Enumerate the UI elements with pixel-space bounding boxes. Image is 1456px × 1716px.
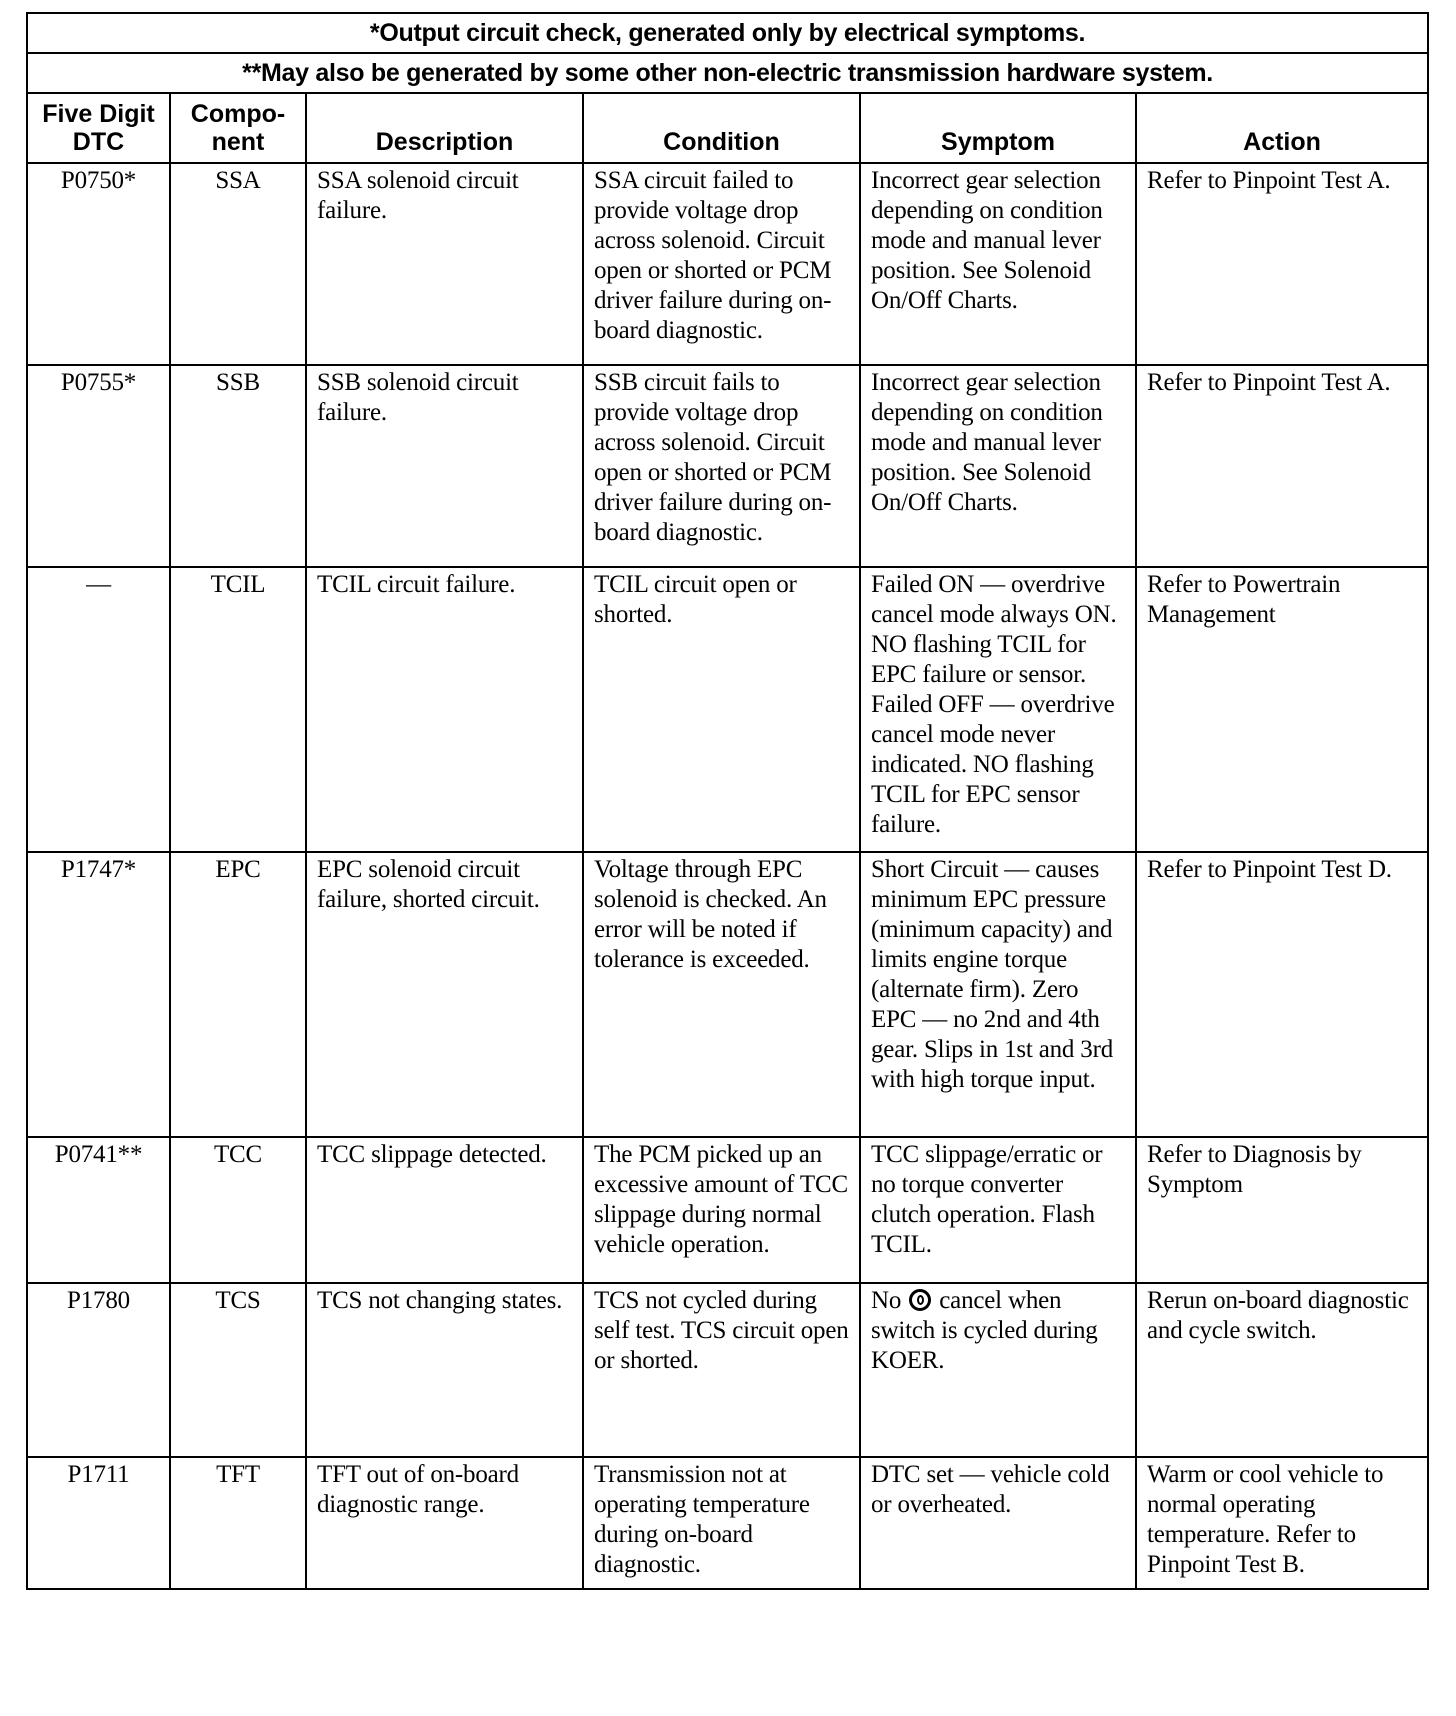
component: TFT [170, 1457, 306, 1589]
condition: Transmission not at operating temperature during on-board diagnostic. [583, 1457, 860, 1589]
table-row [27, 365, 1428, 567]
table-row [27, 567, 1428, 852]
symptom: DTC set — vehicle cold or overheated. [860, 1457, 1136, 1589]
description: SSA solenoid circuit failure. [306, 163, 583, 365]
component: EPC [170, 852, 306, 1137]
description: TCIL circuit failure. [306, 567, 583, 852]
description: TFT out of on-board diagnostic range. [306, 1457, 583, 1589]
description: TCC slippage detected. [306, 1137, 583, 1283]
symptom: Failed ON — overdrive cancel mode always ON. NO flashing TCIL for EPC failure or sensor. Failed OFF — overdrive cancel mode never indicated. NO flashing TCIL for EPC sensor failure. [860, 567, 1136, 852]
table-row [27, 163, 1428, 365]
symptom: TCC slippage/erratic or no torque converter clutch operation. Flash TCIL. [860, 1137, 1136, 1283]
dtc-code: P1711 [27, 1457, 170, 1589]
col-header-action: Action [1136, 93, 1428, 163]
dtc-table [26, 12, 1429, 1590]
symptom-text-after: cancel when switch is cycled during KOER. [871, 1287, 1098, 1374]
condition: SSA circuit failed to provide voltage drop across solenoid. Circuit open or shorted or PCM driver failure during on-board diagnostic. [583, 163, 860, 365]
dtc-code: P1747* [27, 852, 170, 1137]
dtc-code: — [27, 567, 170, 852]
component: TCIL [170, 567, 306, 852]
dtc-code: P1780 [27, 1283, 170, 1457]
symptom-text-before: No [871, 1287, 902, 1314]
overdrive-cancel-icon [909, 1289, 931, 1311]
note-row-non-electric [27, 53, 1428, 93]
action: Rerun on-board diagnostic and cycle switch. [1136, 1283, 1428, 1457]
col-header-dtc: Five Digit DTC [27, 93, 170, 163]
col-header-description: Description [306, 93, 583, 163]
component: TCS [170, 1283, 306, 1457]
dtc-chart [26, 12, 1427, 1590]
note-non-electric: **May also be generated by some other non-electric transmission hardware system. [27, 53, 1428, 93]
table-row [27, 1283, 1428, 1457]
col-header-symptom: Symptom [860, 93, 1136, 163]
col-header-component: Compo- nent [170, 93, 306, 163]
action: Refer to Powertrain Management [1136, 567, 1428, 852]
action: Refer to Pinpoint Test D. [1136, 852, 1428, 1137]
condition: TCS not cycled during self test. TCS circuit open or shorted. [583, 1283, 860, 1457]
condition: Voltage through EPC solenoid is checked. An error will be noted if tolerance is exceeded. [583, 852, 860, 1137]
condition: The PCM picked up an excessive amount of TCC slippage during normal vehicle operation. [583, 1137, 860, 1283]
col-header-condition: Condition [583, 93, 860, 163]
symptom [860, 1283, 1136, 1457]
table-row [27, 1457, 1428, 1589]
table-row [27, 1137, 1428, 1283]
dtc-code: P0750* [27, 163, 170, 365]
action: Refer to Pinpoint Test A. [1136, 163, 1428, 365]
action: Refer to Diagnosis by Symptom [1136, 1137, 1428, 1283]
condition: SSB circuit fails to provide voltage drop across solenoid. Circuit open or shorted or PCM driver failure during on-board diagnostic. [583, 365, 860, 567]
symptom: Incorrect gear selection depending on condition mode and manual lever position. See Solenoid On/Off Charts. [860, 163, 1136, 365]
component: TCC [170, 1137, 306, 1283]
header-row [27, 93, 1428, 163]
description: SSB solenoid circuit failure. [306, 365, 583, 567]
component: SSA [170, 163, 306, 365]
component: SSB [170, 365, 306, 567]
description: EPC solenoid circuit failure, shorted circuit. [306, 852, 583, 1137]
action: Warm or cool vehicle to normal operating temperature. Refer to Pinpoint Test B. [1136, 1457, 1428, 1589]
action: Refer to Pinpoint Test A. [1136, 365, 1428, 567]
dtc-code: P0741** [27, 1137, 170, 1283]
dtc-code: P0755* [27, 365, 170, 567]
symptom: Short Circuit — causes minimum EPC pressure (minimum capacity) and limits engine torque (alternate firm). Zero EPC — no 2nd and 4th gear. Slips in 1st and 3rd with high torque input. [860, 852, 1136, 1137]
condition: TCIL circuit open or shorted. [583, 567, 860, 852]
note-output-circuit: *Output circuit check, generated only by electrical symptoms. [27, 13, 1428, 53]
table-row [27, 852, 1428, 1137]
description: TCS not changing states. [306, 1283, 583, 1457]
note-row-output-circuit [27, 13, 1428, 53]
symptom: Incorrect gear selection depending on condition mode and manual lever position. See Solenoid On/Off Charts. [860, 365, 1136, 567]
